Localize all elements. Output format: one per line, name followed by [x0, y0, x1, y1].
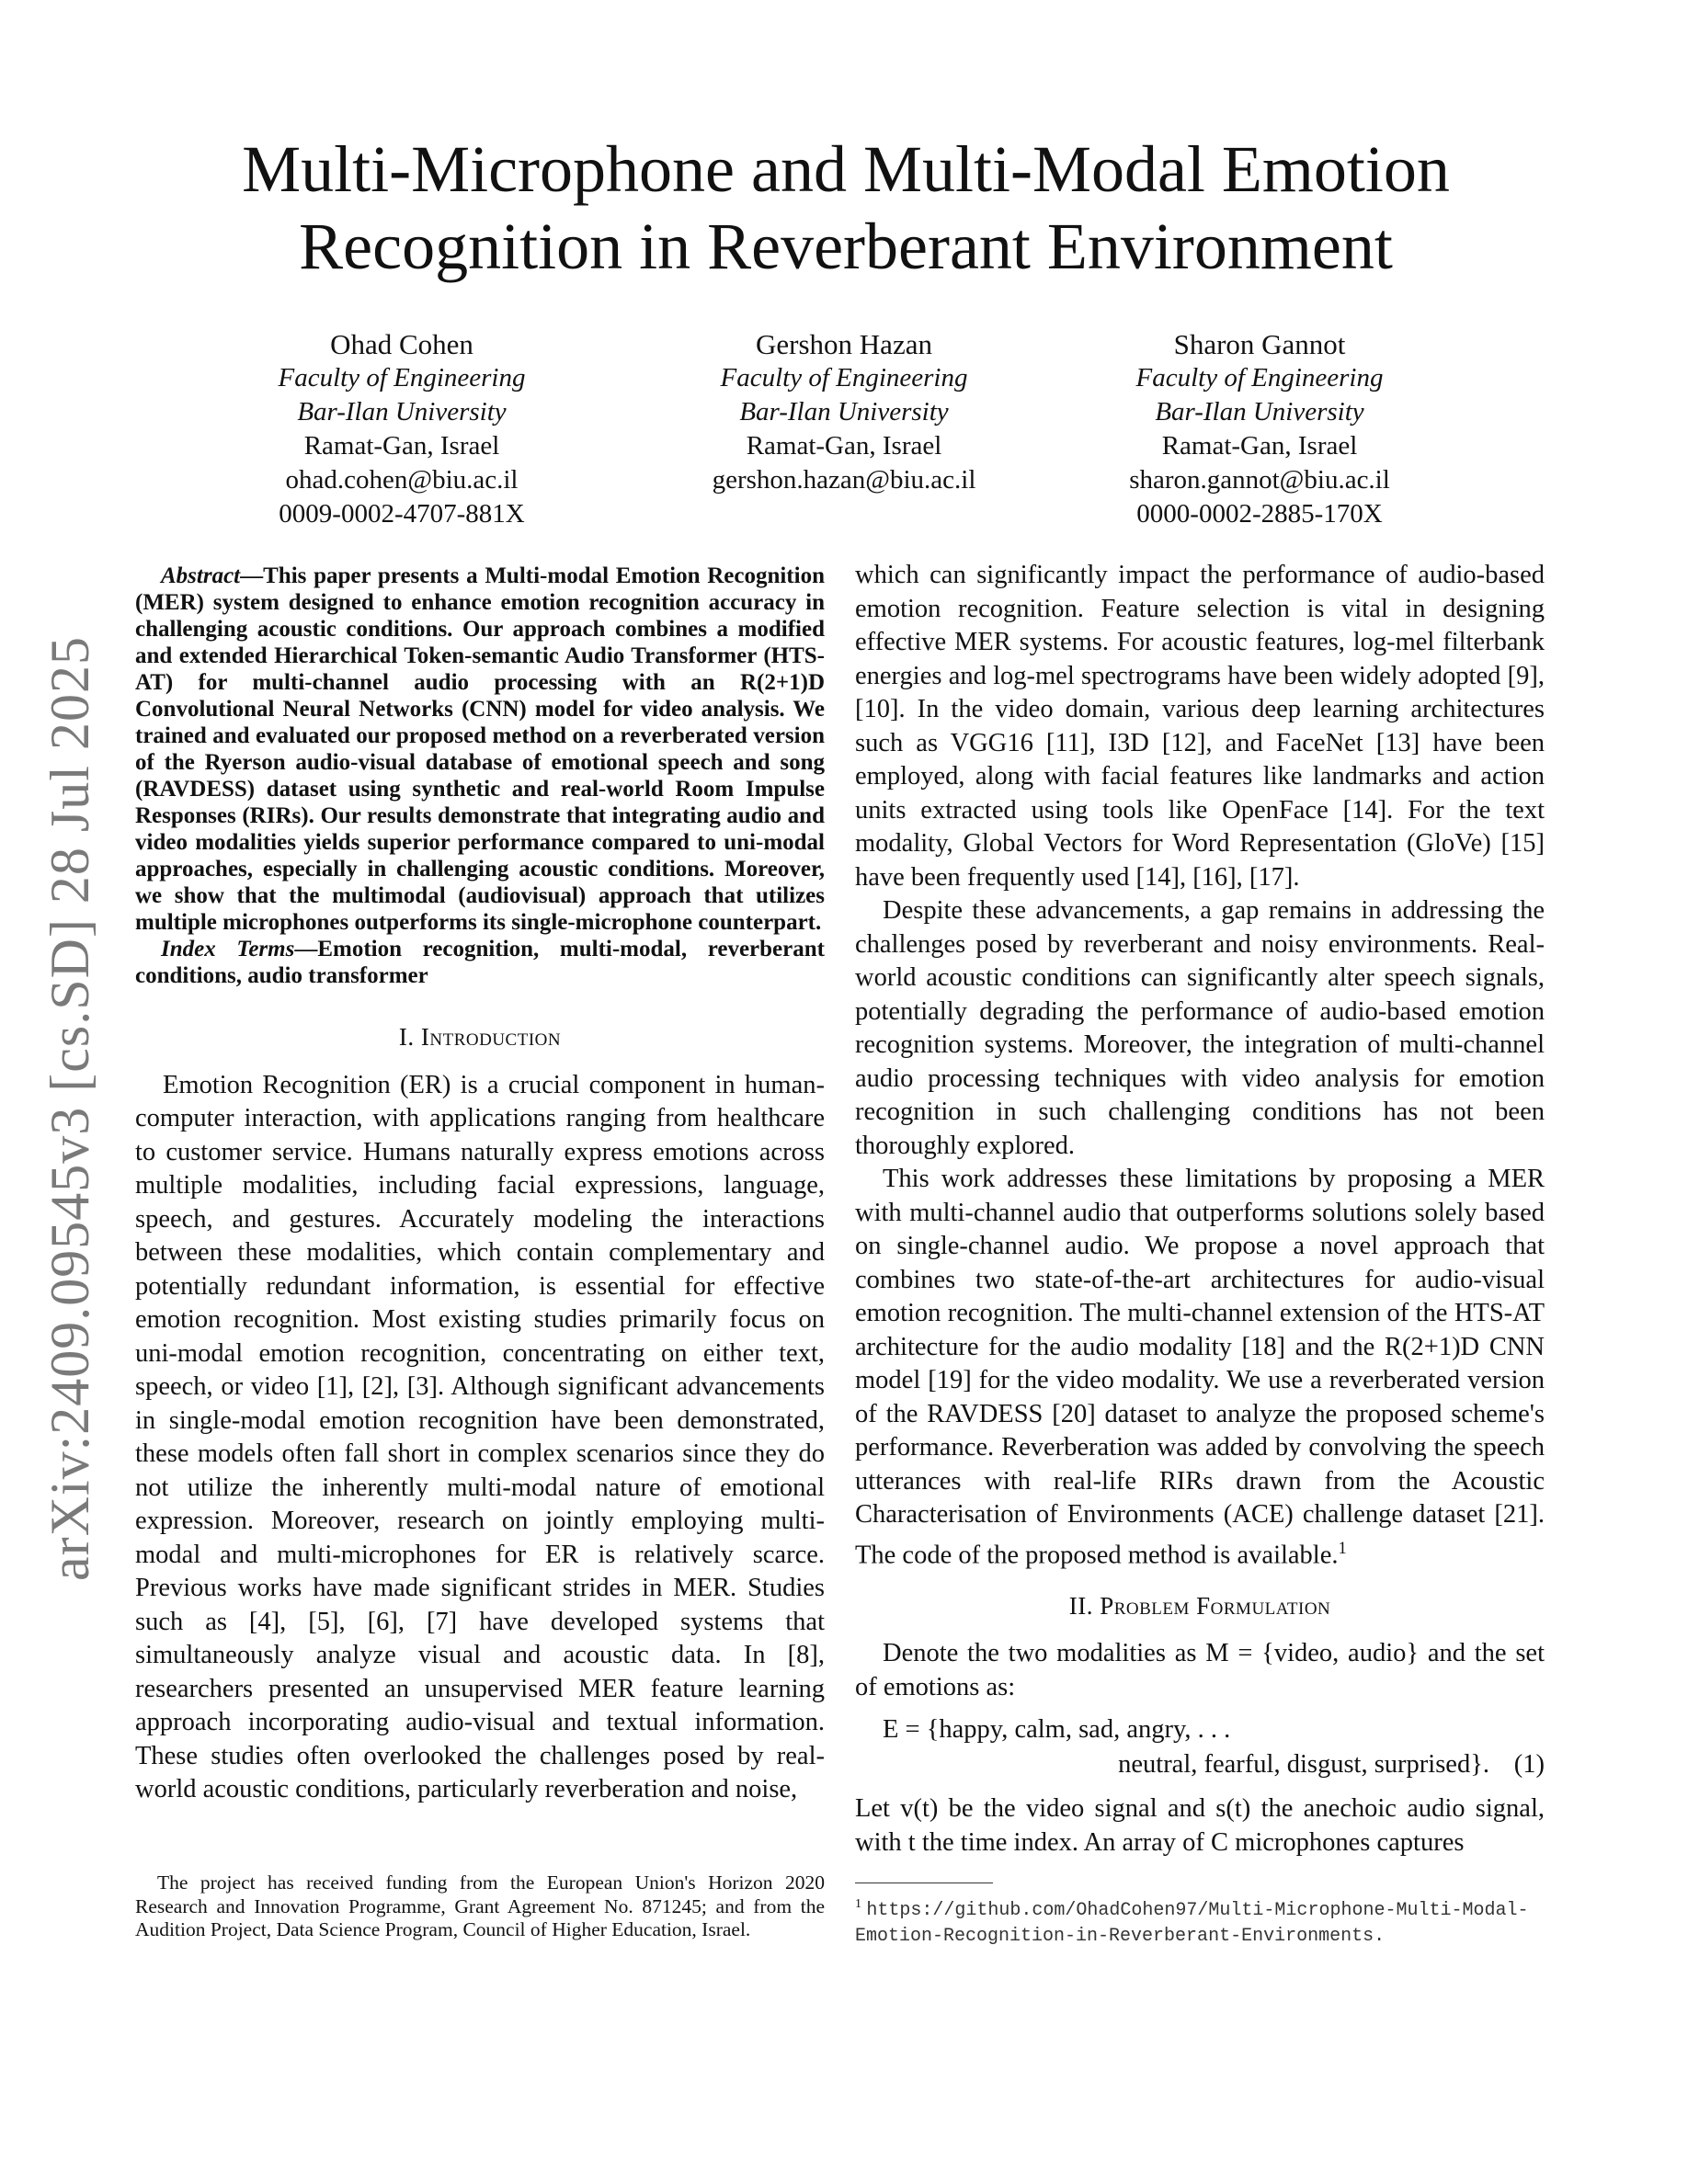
author-faculty: Faculty of Engineering [1135, 363, 1384, 392]
funding-text: The project has received funding from the European Union's Horizon 2020 Research and Innovation Programme, Grant Agreement No. 871245; and from the Audition Project, Data Science Program, Council of Higher Education, Israel. [135, 1871, 825, 1940]
section-number: II. [1068, 1591, 1093, 1620]
problem-paragraph-2: Let v(t) be the video signal and s(t) the anechoic audio signal, with t the time index. An array of C microphones captures [855, 1794, 1545, 1857]
paper-title: Multi-Microphone and Multi-Modal Emotion Recognition in Reverberant Environment [242, 132, 1450, 283]
equation-1 [855, 1713, 1545, 1787]
footnote-marker: 1 [1338, 1538, 1347, 1558]
author-location: Ramat-Gan, Israel [1161, 431, 1358, 461]
footnote-mark: 1 [855, 1897, 861, 1911]
author-university: Bar-Ilan University [739, 397, 949, 427]
abstract [135, 563, 825, 936]
author-email: sharon.gannot@biu.ac.il [1129, 465, 1390, 495]
author-name: Gershon Hazan [756, 328, 932, 360]
section-heading-problem [855, 1589, 1545, 1623]
equation-number: (1) [1513, 1750, 1545, 1779]
author-email: gershon.hazan@biu.ac.il [712, 465, 976, 495]
author-2 [633, 327, 1055, 497]
author-orcid: 0000-0002-2885-170X [1136, 499, 1383, 529]
funding-footnote [135, 1871, 825, 1942]
author-location: Ramat-Gan, Israel [746, 431, 942, 461]
intro-continuation: which can significantly impact the performance of audio-based emotion recognition. Feature selection is vital in designing effective MER systems. For acoustic features, log-mel filterbank energies and log-mel spectrograms have been widely adopted [9], [10]. In the video domain, various deep learning architectures such as VGG16 [11], I3D [12], and FaceNet [13] have been employed, along with facial features like landmarks and action units extracted using tools like OpenFace [14]. For the text modality, Global Vectors for Word Representation (GloVe) [15] have been frequently used [14], [16], [17]. [855, 561, 1545, 892]
left-column [135, 563, 825, 1807]
intro-paragraph-2: Despite these advancements, a gap remains in addressing the challenges posed by reverberant and noisy environments. Real-world acoustic conditions can significantly alter speech signals, potentially degrading the performance of audio-based emotion recognition systems. Moreover, the integration of multi-channel audio processing techniques with video analysis for emotion recognition in such challenging conditions has not been thoroughly explored. [855, 896, 1545, 1160]
index-terms-label: Index Terms [161, 937, 295, 961]
section-number: I. [398, 1023, 415, 1051]
author-university: Bar-Ilan University [1155, 397, 1364, 427]
equation-line-2: neutral, fearful, disgust, surprised}. [1118, 1750, 1489, 1779]
url-footnote [855, 1883, 1545, 1948]
abstract-label: Abstract [161, 563, 241, 588]
index-terms-text: —Emotion recognition, multi-modal, reverberant conditions, audio transformer [135, 937, 825, 988]
author-name: Ohad Cohen [330, 328, 473, 360]
author-faculty: Faculty of Engineering [720, 363, 968, 392]
problem-paragraph: Denote the two modalities as M = {video, audio} and the set of emotions as: [855, 1639, 1545, 1701]
intro-paragraph-3 [855, 1163, 1545, 1573]
arxiv-side-identifier: arXiv:2409.09545v3 [cs.SD] 28 Jul 2025 [40, 636, 100, 1581]
equation-line-1: E = {happy, calm, sad, angry, . . . [883, 1715, 1231, 1744]
author-name: Sharon Gannot [1173, 328, 1346, 360]
intro-paragraph: Emotion Recognition (ER) is a crucial component in human-computer interaction, with applications ranging from healthcare to customer service. Humans naturally express emotions across multiple modalities, including facial expressions, language, speech, and gestures. Accurately modeling the interactions between these modalities, which contain complementary and potentially redundant information, is essential for effective emotion recognition. Most existing studies primarily focus on uni-modal emotion recognition, concentrating on either text, speech, or video [1], [2], [3]. Although significant advancements in single-modal emotion recognition have been demonstrated, these models often fall short in complex scenarios since they do not utilize the inherently multi-modal nature of emotional expression. Moreover, research on jointly employing multi-modal and multi-microphones for ER is relatively scarce. Previous works have made significant strides in MER. Studies such as [4], [5], [6], [7] have developed systems that simultaneously analyze visual and acoustic data. In [8], researchers presented an unsupervised MER feature learning approach incorporating audio-visual and textual information. These studies often overlooked the challenges posed by real-world acoustic conditions, particularly reverberation and noise, [135, 1070, 825, 1803]
code-url: https://github.com/OhadCohen97/Multi-Microphone-Multi-Modal-Emotion-Recognition-in-Reverberant-Environments. [855, 1900, 1529, 1947]
author-location: Ramat-Gan, Israel [303, 431, 500, 461]
author-1 [190, 327, 613, 531]
author-email: ohad.cohen@biu.ac.il [285, 465, 519, 495]
index-terms [135, 936, 825, 989]
author-orcid: 0009-0002-4707-881X [279, 499, 525, 529]
paragraph-text: This work addresses these limitations by proposing a MER with multi-channel audio that outperforms solutions solely based on single-channel audio. We propose a novel approach that combines two state-of-the-art architectures for audio-visual emotion recognition. The multi-channel extension of the HTS-AT architecture for the audio modality [18] and the R(2+1)D CNN model [19] for the video modality. We use a reverberated version of the RAVDESS [20] dataset to analyze the proposed scheme's performance. Reverberation was added by convolving the speech utterances with real-life RIRs drawn from the Acoustic Characterisation of Environments (ACE) challenge dataset [21]. The code of the proposed method is available. [855, 1165, 1545, 1569]
author-university: Bar-Ilan University [297, 397, 507, 427]
author-faculty: Faculty of Engineering [278, 363, 526, 392]
author-3 [1048, 327, 1471, 531]
section-title: Problem Formulation [1100, 1591, 1331, 1620]
section-heading-introduction [135, 1020, 825, 1054]
right-column [855, 559, 1545, 1860]
section-title: Introduction [420, 1023, 562, 1051]
abstract-text: —This paper presents a Multi-modal Emotion Recognition (MER) system designed to enhance emotion recognition accuracy in challenging acoustic conditions. Our approach combines a modified and extended Hierarchical Token-semantic Audio Transformer (HTS-AT) for multi-channel audio processing with an R(2+1)D Convolutional Neural Networks (CNN) model for video analysis. We trained and evaluated our proposed method on a reverberated version of the Ryerson audio-visual database of emotional speech and song (RAVDESS) dataset using synthetic and real-world Room Impulse Responses (RIRs). Our results demonstrate that integrating audio and video modalities yields superior performance compared to uni-modal approaches, especially in challenging acoustic conditions. Moreover, we show that the multimodal (audiovisual) approach that utilizes multiple microphones outperforms its single-microphone counterpart. [135, 563, 825, 935]
